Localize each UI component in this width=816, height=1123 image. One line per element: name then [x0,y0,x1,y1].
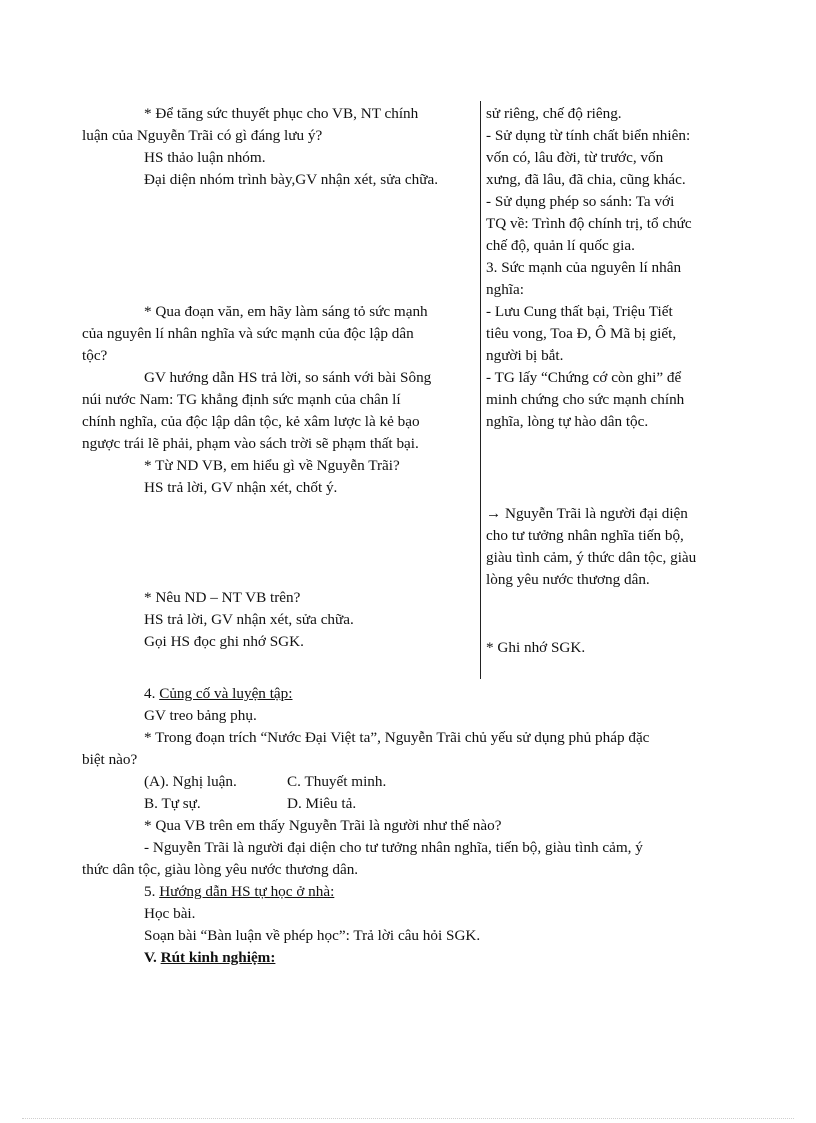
column-divider [480,101,481,679]
section-number: 5. [144,883,160,900]
conclusion-line: lòng yêu nước thương dân. [486,571,650,588]
section-heading-experience [144,947,275,969]
teacher-guidance: GV hướng dẫn HS trả lời, so sánh với bài Sông [144,369,432,386]
conclusion-text: Nguyễn Trãi là người đại diện [501,505,688,522]
answer-line: tiêu vong, Toa Đ, Ô Mã bị giết, [486,325,677,342]
practice-question-cont: biệt nào? [82,751,138,768]
homework-line: Soạn bài “Bàn luận về phép học”: Trả lời câu hỏi SGK. [144,927,481,944]
question-humanity-power-cont: của nguyên lí nhân nghĩa và sức mạnh của độc lập dân [82,325,414,342]
practice-line: GV treo bảng phụ. [144,707,257,724]
arrow-right-icon: → [486,505,502,522]
option-a: (A). Nghị luận. [144,773,237,790]
answer-line: vốn có, lâu đời, từ trước, vốn [486,149,664,166]
question-persuasion-cont: luận của Nguyễn Trãi có gì đáng lưu ý? [82,127,323,144]
practice-answer: - Nguyễn Trãi là người đại diện cho tư tưởng nhân nghĩa, tiến bộ, giàu tình cảm, ý [144,839,643,856]
section-title: Củng cố và luyện tập: [159,685,293,702]
section-number: V. [144,949,161,966]
practice-answer-cont: thức dân tộc, giàu lòng yêu nước thương dân. [82,861,359,878]
question-content-art: * Nêu ND – NT VB trên? [144,589,301,606]
question-about-author: * Từ ND VB, em hiểu gì về Nguyễn Trãi? [144,457,400,474]
teacher-guidance-cont: núi nước Nam: TG khẳng định sức mạnh của chân lí [82,391,401,408]
teacher-guidance-cont: chính nghĩa, của độc lập dân tộc, kẻ xâm lược là kẻ bạo [82,413,420,430]
practice-question: * Qua VB trên em thấy Nguyễn Trãi là người như thế nào? [144,817,502,834]
activity-group-report: Đại diện nhóm trình bày,GV nhận xét, sửa chữa. [144,171,438,188]
section-heading-humanity-cont: nghĩa: [486,281,524,298]
question-humanity-power: * Qua đoạn văn, em hãy làm sáng tỏ sức mạnh [144,303,428,320]
answer-line: - TG lấy “Chứng cớ còn ghi” để [486,369,682,386]
activity-group-discussion: HS thảo luận nhóm. [144,149,266,166]
conclusion-line: cho tư tưởng nhân nghĩa tiến bộ, [486,527,684,544]
question-persuasion: * Để tăng sức thuyết phục cho VB, NT chính [144,105,419,122]
activity-answer: HS trả lời, GV nhận xét, chốt ý. [144,479,338,496]
page-footer-rule [22,1118,794,1119]
answer-line: xưng, đã lâu, đã chia, cũng khác. [486,171,686,188]
answer-line: - Lưu Cung thất bại, Triệu Tiết [486,303,673,320]
answer-line: minh chứng cho sức mạnh chính [486,391,685,408]
option-b: B. Tự sự. [144,795,201,812]
conclusion-line [486,503,688,525]
answer-line: TQ về: Trình độ chính trị, tổ chức [486,215,692,232]
section-heading-humanity: 3. Sức mạnh của nguyên lí nhân [486,259,682,276]
activity-read-notes: Gọi HS đọc ghi nhớ SGK. [144,633,304,650]
practice-question: * Trong đoạn trích “Nước Đại Việt ta”, Nguyễn Trãi chủ yếu sử dụng phủ pháp đặc [144,729,650,746]
section-title: Hướng dẫn HS tự học ở nhà: [159,883,335,900]
notes-reference: * Ghi nhớ SGK. [486,639,586,656]
section-number: 4. [144,685,160,702]
answer-line: - Sử dụng từ tính chất biển nhiên: [486,127,691,144]
activity-answer: HS trả lời, GV nhận xét, sửa chữa. [144,611,354,628]
answer-line: nghĩa, lòng tự hào dân tộc. [486,413,649,430]
homework-line: Học bài. [144,905,196,922]
answer-line: người bị bắt. [486,347,564,364]
answer-line: sử riêng, chế độ riêng. [486,105,622,122]
conclusion-line: giàu tình cảm, ý thức dân tộc, giàu [486,549,697,566]
section-heading-homework [144,881,334,903]
option-c: C. Thuyết minh. [287,773,387,790]
section-heading-practice [144,683,292,705]
question-humanity-power-end: tộc? [82,347,108,364]
option-d: D. Miêu tả. [287,795,357,812]
answer-line: - Sử dụng phép so sánh: Ta với [486,193,675,210]
section-title: Rút kinh nghiệm: [160,949,276,966]
answer-line: chế độ, quản lí quốc gia. [486,237,635,254]
teacher-guidance-end: ngược trái lẽ phải, phạm vào sách trời sẽ phạm thất bại. [82,435,419,452]
